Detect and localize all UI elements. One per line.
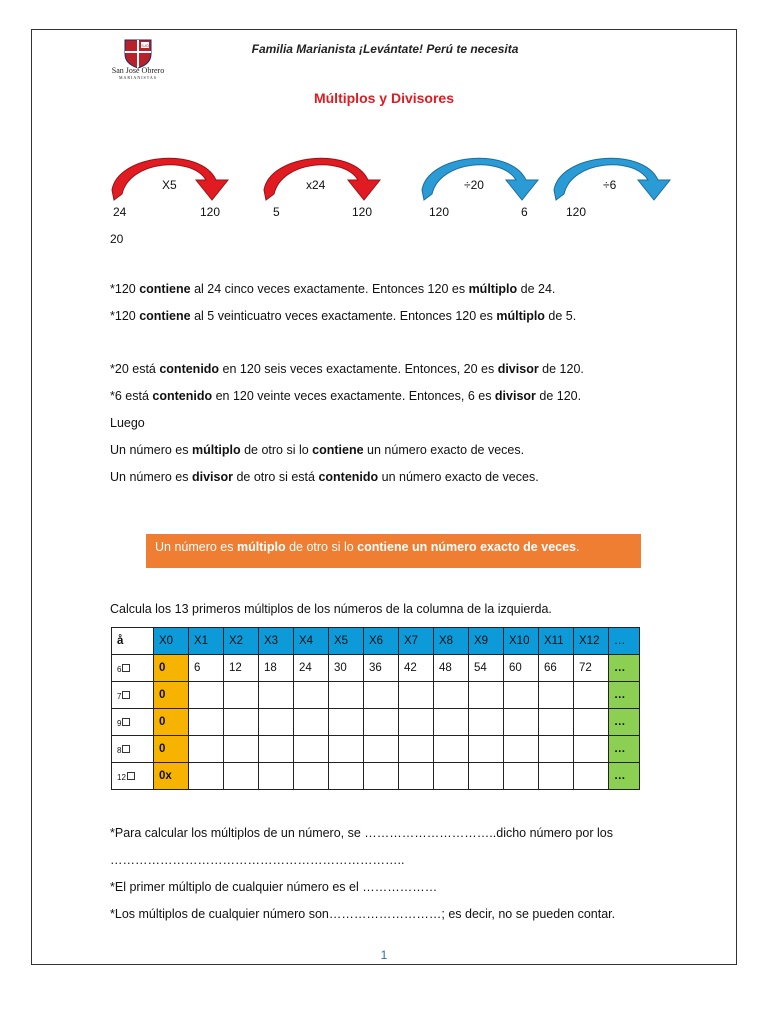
table-cell[interactable] <box>469 763 504 790</box>
arrow-from-2: 5 <box>273 205 280 219</box>
table-row <box>112 763 640 790</box>
school-name: San José Obrero <box>111 66 165 75</box>
table-cell[interactable] <box>224 763 259 790</box>
arrow-red-2 <box>260 150 388 202</box>
fill-line-4: *Los múltiplos de cualquier número son………………………; es decir, no se pueden contar. <box>110 907 616 921</box>
arrow-op-3: ÷20 <box>464 178 484 192</box>
header-cell: … <box>609 628 640 655</box>
header-cell: X1 <box>189 628 224 655</box>
arrow-from-4: 120 <box>566 205 587 219</box>
table-cell[interactable] <box>364 709 399 736</box>
table-cell[interactable]: 6 <box>189 655 224 682</box>
table-cell[interactable] <box>399 709 434 736</box>
table-cell[interactable] <box>469 709 504 736</box>
table-cell[interactable] <box>434 736 469 763</box>
header-cell: X6 <box>364 628 399 655</box>
table-cell: … <box>609 736 640 763</box>
table-cell[interactable] <box>259 763 294 790</box>
table-cell[interactable] <box>504 709 539 736</box>
table-cell[interactable] <box>189 763 224 790</box>
header-cell: X5 <box>329 628 364 655</box>
table-cell[interactable]: 12 <box>224 655 259 682</box>
arrow-from-1: 24 <box>113 205 127 219</box>
table-instruction: Calcula los 13 primeros múltiplos de los números de la columna de la izquierda. <box>110 602 552 616</box>
table-cell: … <box>609 682 640 709</box>
table-cell[interactable] <box>574 763 609 790</box>
table-cell[interactable] <box>504 736 539 763</box>
table-cell[interactable]: 18 <box>259 655 294 682</box>
table-cell[interactable]: 0x <box>154 763 189 790</box>
table-cell[interactable] <box>329 709 364 736</box>
header-motto: Familia Marianista ¡Levántate! Perú te necesita <box>251 42 519 56</box>
school-subtitle: MARIANISTAS <box>118 75 157 80</box>
table-cell[interactable]: 30 <box>329 655 364 682</box>
row-label: 12 <box>112 763 154 790</box>
row-label: 9 <box>112 709 154 736</box>
table-cell[interactable] <box>364 736 399 763</box>
table-row <box>112 682 640 709</box>
table-cell[interactable] <box>259 682 294 709</box>
table-cell[interactable] <box>329 736 364 763</box>
table-cell[interactable] <box>399 736 434 763</box>
table-cell[interactable]: 24 <box>294 655 329 682</box>
row-label: 8 <box>112 736 154 763</box>
table-cell[interactable] <box>574 709 609 736</box>
table-cell[interactable] <box>574 736 609 763</box>
row-label: 6 <box>112 655 154 682</box>
table-cell: … <box>609 763 640 790</box>
table-cell: … <box>609 709 640 736</box>
header-cell: X9 <box>469 628 504 655</box>
table-cell[interactable] <box>189 709 224 736</box>
header-cell: X10 <box>504 628 539 655</box>
arrow-to-3: 6 <box>521 205 528 219</box>
table-cell[interactable] <box>469 682 504 709</box>
sentence-1: *120 contiene al 24 cinco veces exactamente. Entonces 120 es múltiplo de 24. <box>110 282 556 296</box>
school-logo <box>108 38 168 90</box>
header-cell: X11 <box>539 628 574 655</box>
table-cell[interactable] <box>434 709 469 736</box>
table-cell[interactable]: 0 <box>154 682 189 709</box>
table-cell[interactable] <box>224 682 259 709</box>
table-cell[interactable] <box>539 763 574 790</box>
table-cell[interactable] <box>294 709 329 736</box>
logo-letters: SJO <box>141 43 149 48</box>
arrow-from-3: 120 <box>429 205 450 219</box>
table-cell[interactable]: 54 <box>469 655 504 682</box>
arrow-red-1 <box>108 150 236 202</box>
table-cell[interactable] <box>434 763 469 790</box>
sentence-2: *120 contiene al 5 veinticuatro veces exactamente. Entonces 120 es múltiplo de 5. <box>110 309 577 323</box>
arrow-blue-2 <box>550 150 678 202</box>
table-header-row <box>112 628 640 655</box>
table-cell[interactable] <box>574 682 609 709</box>
table-row <box>112 655 640 682</box>
table-cell[interactable] <box>329 763 364 790</box>
table-cell[interactable] <box>364 763 399 790</box>
fill-line-3: *El primer múltiplo de cualquier número es el ……………… <box>110 880 438 894</box>
highlight-box: Un número es múltiplo de otro si lo contiene un número exacto de veces. <box>146 534 641 568</box>
table-cell[interactable]: 48 <box>434 655 469 682</box>
luego-label: Luego <box>110 416 145 430</box>
table-cell[interactable] <box>259 709 294 736</box>
table-cell[interactable] <box>434 682 469 709</box>
table-cell[interactable] <box>539 736 574 763</box>
table-row <box>112 709 640 736</box>
page-number: 1 <box>380 948 388 962</box>
page-title: Múltiplos y Divisores <box>313 90 455 106</box>
header-cell: X7 <box>399 628 434 655</box>
sentence-4: *6 está contenido en 120 veinte veces exactamente. Entonces, 6 es divisor de 120. <box>110 389 582 403</box>
table-cell[interactable] <box>539 682 574 709</box>
arrow-to-1: 120 <box>200 205 221 219</box>
table-cell[interactable] <box>189 736 224 763</box>
table-cell: … <box>609 655 640 682</box>
header-cell: X3 <box>259 628 294 655</box>
fill-line-2: …………………………………………………………….. <box>110 853 405 867</box>
arrow-op-2: x24 <box>306 178 326 192</box>
table-cell[interactable] <box>504 763 539 790</box>
multiples-table <box>111 627 640 790</box>
table-cell[interactable] <box>259 736 294 763</box>
table-cell[interactable]: 0 <box>154 736 189 763</box>
table-cell[interactable] <box>294 682 329 709</box>
table-row <box>112 736 640 763</box>
fill-line-1: *Para calcular los múltiplos de un número, se …………………………..dicho número por los <box>110 826 613 840</box>
header-cell: X2 <box>224 628 259 655</box>
table-cell[interactable] <box>364 682 399 709</box>
table-cell[interactable] <box>224 736 259 763</box>
definition-divisor: Un número es divisor de otro si está contenido un número exacto de veces. <box>110 470 539 484</box>
header-cell: X0 <box>154 628 189 655</box>
sentence-3: *20 está contenido en 120 seis veces exactamente. Entonces, 20 es divisor de 120. <box>110 362 584 376</box>
arrow-op-1: X5 <box>162 178 177 192</box>
table-cell[interactable] <box>399 763 434 790</box>
table-cell[interactable] <box>189 682 224 709</box>
table-cell[interactable] <box>329 682 364 709</box>
header-cell: X4 <box>294 628 329 655</box>
table-cell[interactable] <box>504 682 539 709</box>
table-cell[interactable]: 36 <box>364 655 399 682</box>
table-corner-cell: å <box>112 628 154 655</box>
table-cell[interactable]: 66 <box>539 655 574 682</box>
arrow-blue-1 <box>418 150 546 202</box>
table-cell[interactable]: 60 <box>504 655 539 682</box>
table-cell[interactable] <box>294 763 329 790</box>
table-cell[interactable]: 0 <box>154 655 189 682</box>
arrow-op-4: ÷6 <box>603 178 617 192</box>
arrow-to-2: 120 <box>352 205 373 219</box>
header-cell: X8 <box>434 628 469 655</box>
table-cell[interactable] <box>399 682 434 709</box>
definition-multiple: Un número es múltiplo de otro si lo contiene un número exacto de veces. <box>110 443 525 457</box>
header-cell: X12 <box>574 628 609 655</box>
table-cell[interactable]: 42 <box>399 655 434 682</box>
table-cell[interactable]: 0 <box>154 709 189 736</box>
table-cell[interactable] <box>539 709 574 736</box>
arrow-extra-label: 20 <box>110 232 124 246</box>
table-cell[interactable]: 72 <box>574 655 609 682</box>
table-cell[interactable] <box>224 709 259 736</box>
row-label: 7 <box>112 682 154 709</box>
table-cell[interactable] <box>469 736 504 763</box>
table-cell[interactable] <box>294 736 329 763</box>
